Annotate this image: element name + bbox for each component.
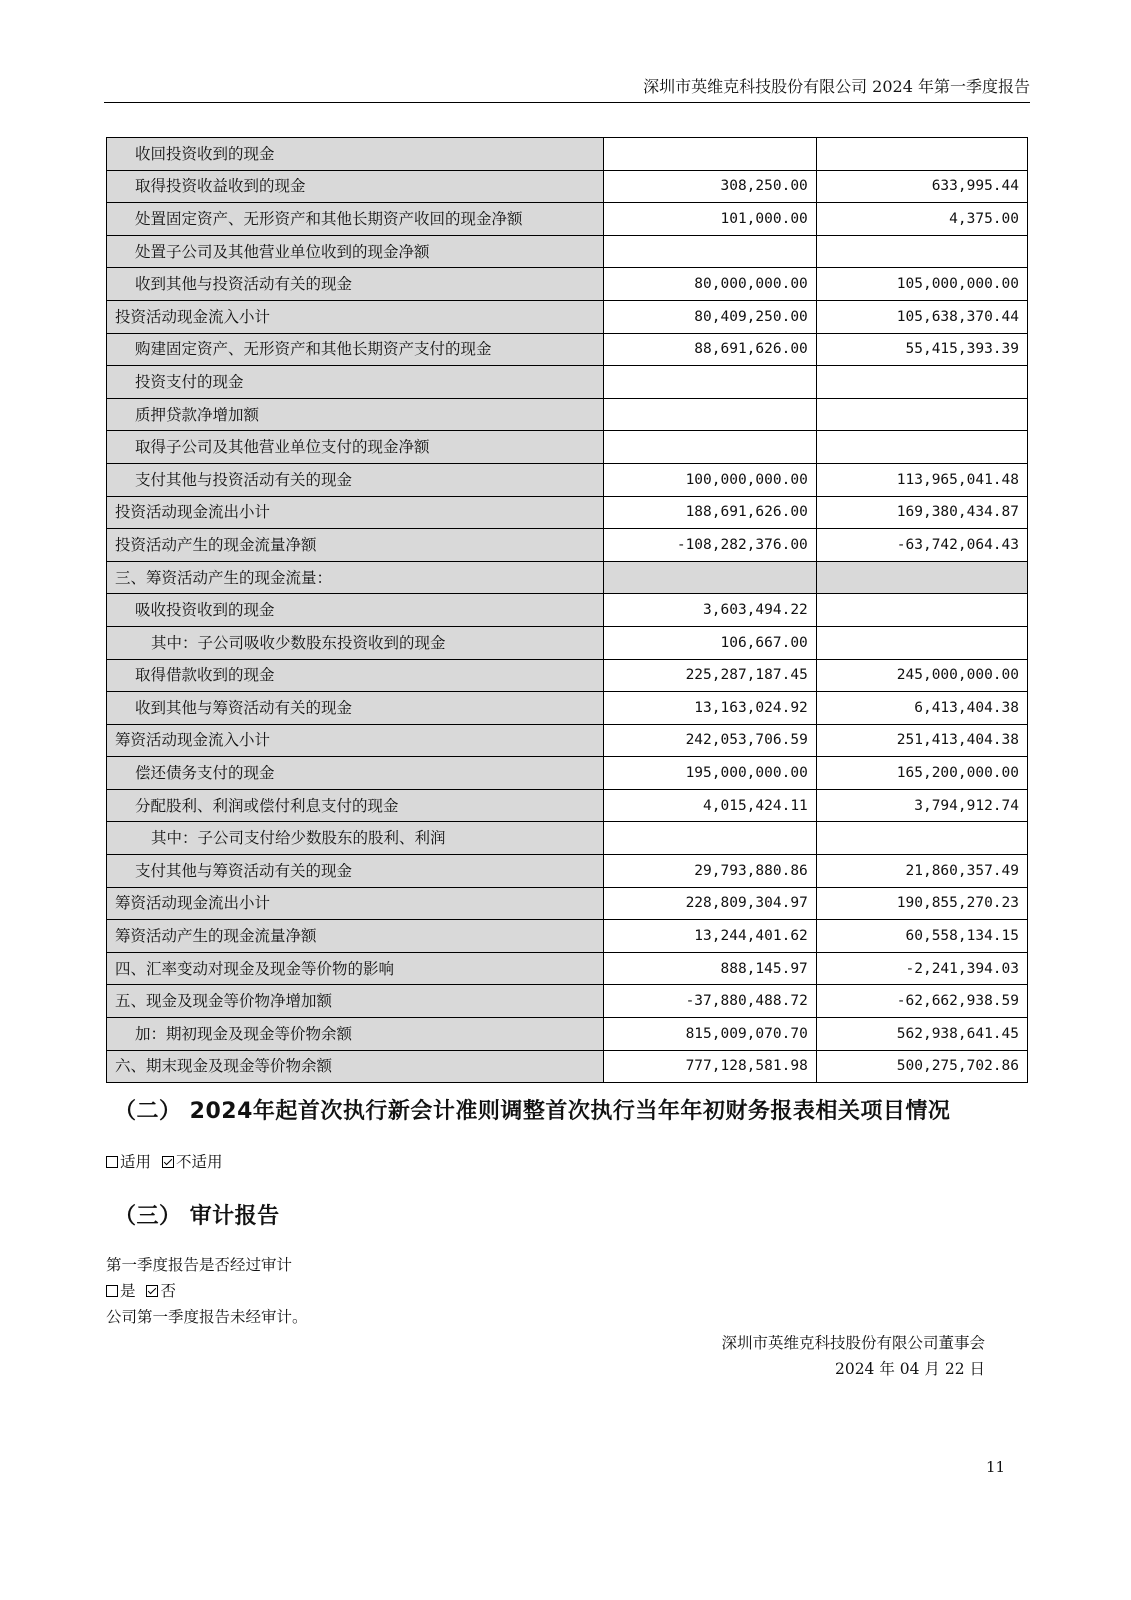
table-row	[107, 170, 1028, 203]
row-label: 收到其他与投资活动有关的现金	[107, 268, 604, 301]
previous-period-value: 4,375.00	[816, 203, 1027, 236]
row-label: 其中：子公司支付给少数股东的股利、利润	[107, 822, 604, 855]
row-label: 支付其他与筹资活动有关的现金	[107, 855, 604, 888]
page-header	[104, 76, 1030, 103]
current-period-value: 88,691,626.00	[604, 333, 817, 366]
row-label: 吸收投资收到的现金	[107, 594, 604, 627]
section-3-title: （三） 审计报告	[114, 1204, 280, 1229]
audit-question: 第一季度报告是否经过审计	[106, 1256, 293, 1274]
table-row	[107, 203, 1028, 236]
current-period-value	[604, 431, 817, 464]
current-period-value: 13,244,401.62	[604, 920, 817, 953]
previous-period-value: 113,965,041.48	[816, 463, 1027, 496]
row-label: 五、现金及现金等价物净增加额	[107, 985, 604, 1018]
previous-period-value	[816, 138, 1027, 171]
row-label: 三、筹资活动产生的现金流量：	[107, 561, 604, 594]
previous-period-value	[816, 561, 1027, 594]
previous-period-value	[816, 366, 1027, 399]
current-period-value: 80,409,250.00	[604, 300, 817, 333]
table-row	[107, 855, 1028, 888]
cash-flow-table	[106, 137, 1028, 1083]
row-label: 取得子公司及其他营业单位支付的现金净额	[107, 431, 604, 464]
previous-period-value	[816, 626, 1027, 659]
row-label: 投资活动产生的现金流量净额	[107, 529, 604, 562]
previous-period-value: 251,413,404.38	[816, 724, 1027, 757]
table-row	[107, 496, 1028, 529]
row-label: 收回投资收到的现金	[107, 138, 604, 171]
current-period-value: 225,287,187.45	[604, 659, 817, 692]
current-period-value	[604, 235, 817, 268]
not-applicable-checkbox[interactable]	[162, 1156, 174, 1168]
previous-period-value: 3,794,912.74	[816, 789, 1027, 822]
row-label: 其中：子公司吸收少数股东投资收到的现金	[107, 626, 604, 659]
section-2-title: （二） 2024年起首次执行新会计准则调整首次执行当年年初财务报表相关项目情况	[114, 1099, 951, 1124]
current-period-value: 228,809,304.97	[604, 887, 817, 920]
table-row	[107, 138, 1028, 171]
current-period-value	[604, 561, 817, 594]
current-period-value: 29,793,880.86	[604, 855, 817, 888]
table-row	[107, 1050, 1028, 1083]
row-label: 投资支付的现金	[107, 366, 604, 399]
previous-period-value: 633,995.44	[816, 170, 1027, 203]
current-period-value: 100,000,000.00	[604, 463, 817, 496]
signature-company: 深圳市英维克科技股份有限公司董事会	[721, 1334, 985, 1352]
previous-period-value: 165,200,000.00	[816, 757, 1027, 790]
current-period-value	[604, 822, 817, 855]
previous-period-value: -2,241,394.03	[816, 952, 1027, 985]
current-period-value: 13,163,024.92	[604, 692, 817, 725]
row-label: 处置固定资产、无形资产和其他长期资产收回的现金净额	[107, 203, 604, 236]
current-period-value: 4,015,424.11	[604, 789, 817, 822]
audit-options	[106, 1280, 176, 1302]
previous-period-value: 6,413,404.38	[816, 692, 1027, 725]
previous-period-value: 562,938,641.45	[816, 1018, 1027, 1051]
row-label: 筹资活动现金流入小计	[107, 724, 604, 757]
row-label: 分配股利、利润或偿付利息支付的现金	[107, 789, 604, 822]
current-period-value	[604, 366, 817, 399]
current-period-value	[604, 398, 817, 431]
table-row	[107, 561, 1028, 594]
current-period-value: 777,128,581.98	[604, 1050, 817, 1083]
table-row	[107, 1018, 1028, 1051]
audit-statement: 公司第一季度报告未经审计。	[106, 1308, 308, 1326]
row-label: 购建固定资产、无形资产和其他长期资产支付的现金	[107, 333, 604, 366]
current-period-value: 101,000.00	[604, 203, 817, 236]
audit-no-label: 否	[160, 1282, 176, 1300]
current-period-value: 80,000,000.00	[604, 268, 817, 301]
table-row	[107, 757, 1028, 790]
table-row	[107, 659, 1028, 692]
row-label: 筹资活动产生的现金流量净额	[107, 920, 604, 953]
table-row	[107, 920, 1028, 953]
table-row	[107, 529, 1028, 562]
previous-period-value: 55,415,393.39	[816, 333, 1027, 366]
table-row	[107, 463, 1028, 496]
applicable-label: 适用	[120, 1153, 152, 1171]
table-row	[107, 789, 1028, 822]
table-row	[107, 887, 1028, 920]
row-label: 六、期末现金及现金等价物余额	[107, 1050, 604, 1083]
row-label: 取得投资收益收到的现金	[107, 170, 604, 203]
row-label: 投资活动现金流出小计	[107, 496, 604, 529]
audit-yes-checkbox[interactable]	[106, 1285, 118, 1297]
row-label: 筹资活动现金流出小计	[107, 887, 604, 920]
previous-period-value	[816, 431, 1027, 464]
table-row	[107, 300, 1028, 333]
previous-period-value: 500,275,702.86	[816, 1050, 1027, 1083]
current-period-value: 815,009,070.70	[604, 1018, 817, 1051]
audit-no-checkbox[interactable]	[146, 1285, 158, 1297]
previous-period-value: 60,558,134.15	[816, 920, 1027, 953]
previous-period-value	[816, 594, 1027, 627]
previous-period-value	[816, 235, 1027, 268]
header-title: 深圳市英维克科技股份有限公司 2024 年第一季度报告	[643, 77, 1030, 96]
previous-period-value: 169,380,434.87	[816, 496, 1027, 529]
row-label: 投资活动现金流入小计	[107, 300, 604, 333]
current-period-value: 106,667.00	[604, 626, 817, 659]
current-period-value	[604, 138, 817, 171]
table-row	[107, 268, 1028, 301]
current-period-value: 888,145.97	[604, 952, 817, 985]
cash-flow-table-body	[107, 138, 1028, 1083]
table-row	[107, 626, 1028, 659]
table-row	[107, 366, 1028, 399]
current-period-value: 195,000,000.00	[604, 757, 817, 790]
previous-period-value: 245,000,000.00	[816, 659, 1027, 692]
not-applicable-label: 不适用	[175, 1153, 223, 1171]
current-period-value: 188,691,626.00	[604, 496, 817, 529]
table-row	[107, 235, 1028, 268]
previous-period-value: -62,662,938.59	[816, 985, 1027, 1018]
table-row	[107, 594, 1028, 627]
row-label: 处置子公司及其他营业单位收到的现金净额	[107, 235, 604, 268]
row-label: 质押贷款净增加额	[107, 398, 604, 431]
table-row	[107, 985, 1028, 1018]
previous-period-value: 21,860,357.49	[816, 855, 1027, 888]
row-label: 支付其他与投资活动有关的现金	[107, 463, 604, 496]
table-row	[107, 398, 1028, 431]
current-period-value: -108,282,376.00	[604, 529, 817, 562]
row-label: 四、汇率变动对现金及现金等价物的影响	[107, 952, 604, 985]
table-row	[107, 431, 1028, 464]
current-period-value: 308,250.00	[604, 170, 817, 203]
table-row	[107, 333, 1028, 366]
previous-period-value	[816, 822, 1027, 855]
table-row	[107, 724, 1028, 757]
signature-date: 2024 年 04 月 22 日	[834, 1360, 985, 1378]
table-row	[107, 822, 1028, 855]
applicable-checkbox[interactable]	[106, 1156, 118, 1168]
previous-period-value: 105,000,000.00	[816, 268, 1027, 301]
row-label: 收到其他与筹资活动有关的现金	[107, 692, 604, 725]
current-period-value: 3,603,494.22	[604, 594, 817, 627]
current-period-value: -37,880,488.72	[604, 985, 817, 1018]
row-label: 取得借款收到的现金	[107, 659, 604, 692]
previous-period-value: -63,742,064.43	[816, 529, 1027, 562]
section-2-options	[106, 1151, 222, 1173]
previous-period-value	[816, 398, 1027, 431]
previous-period-value: 105,638,370.44	[816, 300, 1027, 333]
row-label: 加：期初现金及现金等价物余额	[107, 1018, 604, 1051]
row-label: 偿还债务支付的现金	[107, 757, 604, 790]
table-row	[107, 952, 1028, 985]
audit-yes-label: 是	[120, 1282, 136, 1300]
page-number: 11	[986, 1458, 1006, 1476]
table-row	[107, 692, 1028, 725]
previous-period-value: 190,855,270.23	[816, 887, 1027, 920]
current-period-value: 242,053,706.59	[604, 724, 817, 757]
